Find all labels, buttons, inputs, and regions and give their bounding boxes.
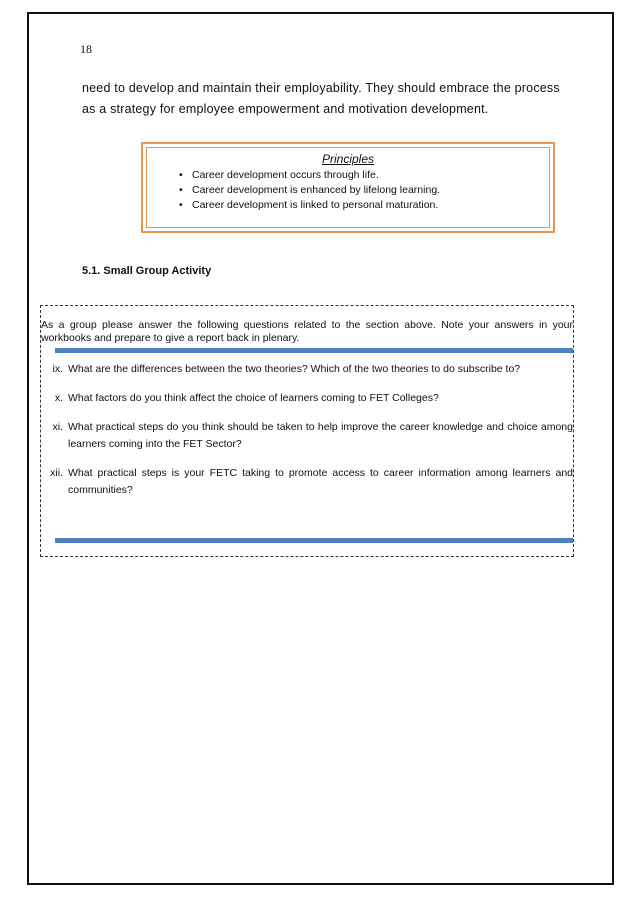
question-number: x. [54, 392, 63, 404]
principle-item: • Career development is enhanced by lifelong learning. [179, 183, 440, 198]
question-text: What factors do you think affect the choice of learners coming to FET Colleges? [68, 392, 439, 404]
intro-line-1: need to develop and maintain their employability. They should embrace the process [82, 81, 560, 95]
principle-item: • Career development occurs through life. [179, 168, 440, 183]
question-text: What practical steps is your FETC taking to promote access to career information among learners and communities? [68, 467, 573, 496]
principles-title: Principles [321, 152, 375, 166]
section-heading: 5.1. Small Group Activity [82, 265, 212, 277]
activity-instructions: As a group please answer the following questions related to the section above. Note your answers in your workbooks and prepare to give a report back in plenary. [41, 319, 573, 344]
page-number: 18 [80, 42, 92, 56]
blue-rule-bottom [55, 538, 573, 543]
principle-item: • Career development is linked to personal maturation. [179, 198, 440, 213]
question-text: What practical steps do you think should be taken to help improve the career knowledge and choice among learners coming into the FET Sector? [68, 421, 573, 450]
principles-list [179, 168, 440, 213]
question-number: xi. [52, 421, 63, 433]
question-number: xii. [50, 467, 63, 479]
intro-line-2: as a strategy for employee empowerment and motivation development. [82, 102, 489, 116]
activity-box [40, 305, 574, 557]
blue-rule-top [55, 348, 573, 353]
principles-box [141, 142, 555, 233]
question-text: What are the differences between the two theories? Which of the two theories to do subscribe to? [68, 363, 521, 375]
intro-paragraph [82, 78, 577, 120]
question-number: ix. [52, 363, 63, 375]
